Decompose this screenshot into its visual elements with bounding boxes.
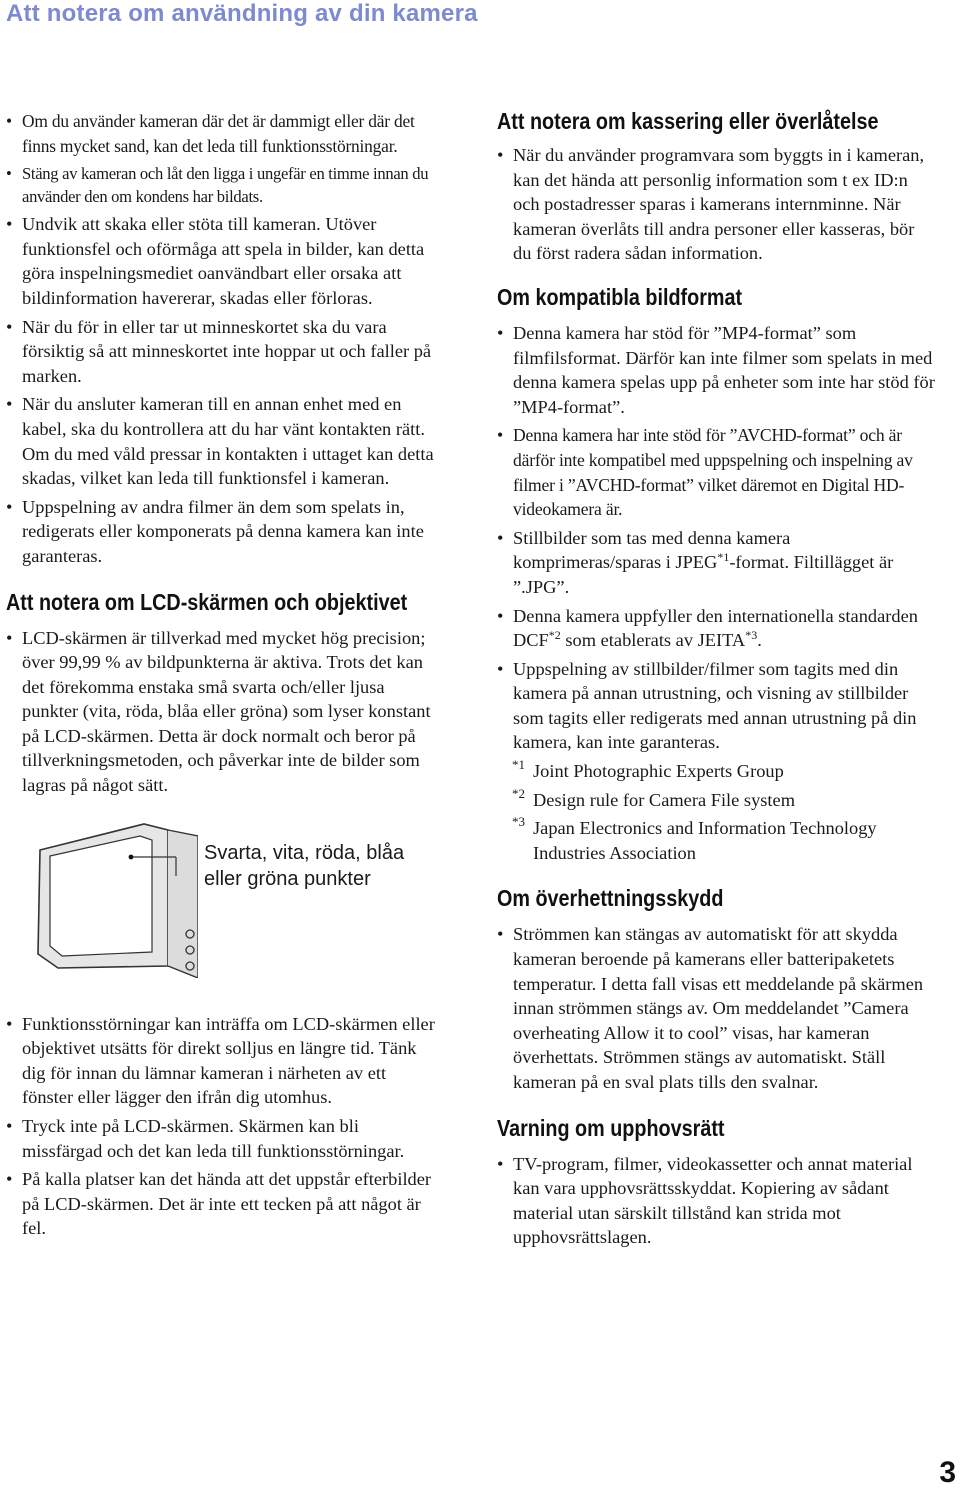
disposal-bullet-list (497, 143, 937, 266)
footnote (497, 816, 937, 865)
copyright-bullet-list (497, 1152, 937, 1250)
footnote-list (497, 759, 937, 865)
footnote-mark: *2 (512, 785, 525, 801)
list-item-text: . (757, 630, 762, 651)
figure-caption: Svarta, vita, röda, blåa eller gröna punkter (204, 841, 405, 890)
lcd-screen-figure (6, 816, 438, 1002)
left-column (6, 109, 438, 1245)
list-item: • Denna kamera har inte stöd för ”AVCHD-format” och är därför inte kompatibel med uppspelning och inspelning av filmer i ”AVCHD-format” vilket däremot en Digital HD-videokamera är. (497, 423, 937, 521)
overheat-bullet-list (497, 922, 937, 1094)
page-number: 3 (939, 1456, 956, 1489)
list-item-text: -format. Filtillägget är ”.JPG”. (513, 552, 894, 597)
list-item: • Uppspelning av stillbilder/filmer som tagits med din kamera på annan utrustning, och visning av stillbilder som tagits eller redigerats med annan utrustning på din kamera, kan inte garanteras. (497, 657, 937, 755)
intro-bullet-list (6, 109, 438, 569)
list-item-text: som etablerats av JEITA (560, 630, 746, 651)
list-item: • LCD-skärmen är tillverkad med mycket hög precision; över 99,99 % av bildpunkterna är aktiva. Trots det kan det förekomma enstaka små svarta och/eller ljusa punkter (vita, röda, blåa eller gröna) som lyser konstant på LCD-skärmen. Detta är dock normalt och beror på tillverkningsmetoden, och påverkar inte de bilder som lagras på något sätt. (6, 626, 438, 798)
list-item-text: Denna kamera uppfyller den internationella standarden DCF (513, 605, 918, 651)
copyright-heading: Varning om upphovsrätt (497, 1114, 725, 1141)
footnote-mark: *1 (512, 757, 525, 773)
list-item: • På kalla platser kan det hända att det uppstår efterbilder på LCD-skärmen. Det är inte ett tecken på att något är fel. (6, 1167, 438, 1241)
list-item (497, 604, 937, 653)
footnote (497, 785, 937, 813)
list-item: • När du ansluter kameran till en annan enhet med en kabel, ska du kontrollera att du har vänt kontakten rätt. Om du med våld pressar in kontakten i uttaget kan detta skadas, vilket kan leda till funktionsfel i kameran. (6, 392, 438, 490)
footnote-text: Joint Photographic Experts Group (533, 761, 784, 782)
list-item: • TV-program, filmer, videokassetter och annat material kan vara upphovsrättsskyddat. Kopiering av sådant material utan särskilt tillstånd kan strida mot upphovsrättslagen. (497, 1152, 937, 1250)
footnote-text: Design rule for Camera File system (533, 789, 796, 810)
formats-heading: Om kompatibla bildformat (497, 283, 743, 310)
right-column (497, 106, 937, 1254)
page-title: Att notera om användning av din kamera (6, 0, 478, 27)
footnote-ref: *3 (745, 628, 758, 643)
list-item: • När du för in eller tar ut minneskortet ska du vara försiktig så att minneskortet inte hoppar ut och faller på marken. (6, 315, 438, 389)
list-item: • Undvik att skaka eller stöta till kameran. Utöver funktionsfel och oförmåga att spela in bilder, kan detta göra inspelningsmediet oanvändbart eller orsaka att bildinformation havererar, skadas eller förloras. (6, 212, 438, 310)
lcd-screen-illustration (28, 816, 198, 978)
list-item: • När du använder programvara som byggts in i kameran, kan det hända att personlig information som t ex ID:n och postadresser sparas i kamerans internminne. När kameran överlåts till andra personer eller kasseras, bör du först radera sådan information. (497, 143, 937, 266)
disposal-heading: Att notera om kassering eller överlåtelse (497, 108, 879, 134)
list-item: • Denna kamera har stöd för ”MP4-format” som filmfilsformat. Därför kan inte filmer som spelats in med denna kamera spelas upp på enheter som inte har stöd för ”MP4-format”. (497, 321, 937, 419)
footnote-ref: *1 (717, 550, 730, 565)
footnote-ref: *2 (548, 628, 561, 643)
lcd-bullet-list (6, 626, 438, 798)
lcd-bullet-list-after (6, 1012, 438, 1241)
footnote (497, 759, 937, 784)
list-item: • Tryck inte på LCD-skärmen. Skärmen kan bli missfärgad och det kan leda till funktionsstörningar. (6, 1114, 438, 1163)
overheat-heading: Om överhettningsskydd (497, 885, 724, 912)
list-item: • Stäng av kameran och låt den ligga i ungefär en timme innan du använder den om kondens har bildats. (6, 162, 438, 208)
list-item: • Strömmen kan stängas av automatiskt för att skydda kameran beroende på kamerans eller batteripaketets temperatur. I detta fall visas ett meddelande på skärmen innan strömmen stängs av. Om meddelandet ”Camera overheating Allow it to cool” visas, har kameran överhettats. Strömmen stängs av automatiskt. Ställ kameran på en sval plats tills den svalnar. (497, 922, 937, 1094)
list-item: • Funktionsstörningar kan inträffa om LCD-skärmen eller objektivet utsätts för direkt solljus en längre tid. Tänk dig för innan du lämnar kameran i närheten av ett fönster eller lägger den ifrån dig utomhus. (6, 1012, 438, 1110)
footnote-text: Japan Electronics and Information Technology Industries Association (533, 818, 877, 863)
footnote-mark: *3 (512, 814, 525, 830)
list-item: • Uppspelning av andra filmer än dem som spelats in, redigerats eller komponerats på denna kamera kan inte garanteras. (6, 495, 438, 569)
list-item (497, 526, 937, 600)
list-item: • Om du använder kameran där det är dammigt eller där det finns mycket sand, kan det leda till funktionsstörningar. (6, 109, 438, 158)
formats-bullet-list (497, 321, 937, 755)
lcd-heading: Att notera om LCD-skärmen och objektivet (6, 588, 408, 615)
list-item-text: Stillbilder som tas med denna kamera komprimeras/sparas i JPEG (513, 527, 791, 573)
